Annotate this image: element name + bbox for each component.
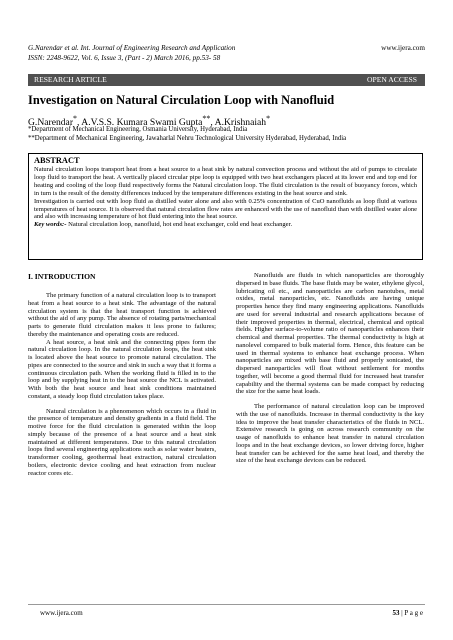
body-paragraph: The performance of natural circulation loop can be improved with the use of nanofluids. Increase in thermal conductivity is the key idea to improve the heat transfer characteristics of the fluids in NCL. Extensive research is going on across research community on the usage of nanofluids to enhance heat transfer in natural circulation loops and in the heat exchange devices, so lower driving force, higher heat transfer can be achieved for the same heat load, and thereby the size of the heat exchange devices can be reduced. <box>236 403 424 465</box>
author-mark: ** <box>202 114 211 123</box>
affiliation: **Department of Mechanical Engineering, Jawaharlal Nehru Technological University Hyderabad, Hyderabad, India <box>28 135 347 142</box>
open-access-label: OPEN ACCESS <box>366 75 417 84</box>
abstract-paragraph: Investigation is carried out with loop fluid as distilled water alone and also with 0.25% concentration of CuO nanofluids as loop fluid at various temperatures of heat source. It is observed that natural circulation flow rates are enhanced with the use of nanofluid than with distilled water alone and also with increasing temperature of hot fluid entering into the heat source. <box>34 197 417 221</box>
journal-citation: G.Narendar et al. Int. Journal of Engineering Research and Application <box>28 44 236 52</box>
page-suffix: | P a g e <box>399 609 423 617</box>
author-mark: * <box>266 114 271 123</box>
footer-website-link[interactable]: www.ijera.com <box>40 609 83 617</box>
author-name: A.Krishnaiah <box>214 117 267 129</box>
left-column <box>28 272 216 477</box>
keywords-label: Key words:- <box>34 221 67 229</box>
running-header <box>28 43 235 63</box>
abstract-heading: ABSTRACT <box>34 156 80 165</box>
page-number-value: 53 <box>392 609 400 617</box>
abstract-box <box>28 153 423 260</box>
paper-title: Investigation on Natural Circulation Loop with Nanofluid <box>28 93 335 107</box>
keywords-text: Natural circulation loop, nanofluid, hot end heat exchanger, cold end heat exchanger. <box>66 221 293 229</box>
author-separator: , <box>210 117 215 129</box>
right-column <box>236 272 424 465</box>
body-paragraph: A heat source, a heat sink and the connecting pipes form the natural circulation loop. In the natural circulation loops, the heat sink is located above the heat source to promote natural circulation. The pipes are connected to the source and sink in such a way that it forms a continuous circulation path. When the working fluid is filled in to the loop and by supplying heat in to the heat source the NCL is activated. With both the heat source and heat sink conditions maintained constant, a steady loop fluid circulation takes place. <box>28 338 216 400</box>
page-number <box>393 609 424 618</box>
footer-divider <box>28 604 425 605</box>
article-type-bar <box>28 74 425 86</box>
section-heading: I. INTRODUCTION <box>28 272 96 281</box>
author-name: G.Narendar <box>28 117 74 129</box>
body-paragraph: Natural circulation is a phenomenon which occurs in a fluid in the presence of temperature and density gradients in a fluid field. The motive force for the fluid circulation is generated within the loop simply because of the presence of a heat source and a heat sink maintained at different temperatures. Due to this natural circulation loops find several engineering applications such as solar water heaters, transformer cooling, geothermal heat extraction, natural circulation boilers, electronic device cooling and heat extraction from nuclear reactor cores etc. <box>28 407 216 477</box>
body-paragraph: The primary function of a natural circulation loop is to transport heat from a heat source to a heat sink. The advantage of the natural circulation system is that the heat transport function is achieved without the aid of any pump. The absence of rotating parts/mechanical parts to generate fluid circulation makes it less prone to failures; thereby the maintenance and operating costs are reduced. <box>28 292 216 338</box>
affiliation: *Department of Mechanical Engineering, Osmania University, Hyderabad, India <box>28 126 248 133</box>
keywords <box>34 221 417 229</box>
research-article-label: RESEARCH ARTICLE <box>34 75 107 84</box>
author-separator: , <box>77 117 82 129</box>
author-mark: * <box>73 114 78 123</box>
author-name: A.V.S.S. Kumara Swami Gupta <box>81 117 203 129</box>
abstract-paragraph: Natural circulation loops transport heat from a heat source to a heat sink by natural convection process and without the aid of pumps to circulate loop fluid to transport the heat. A vertically placed circular pipe loop is equipped with two heat exchangers placed at its lower end and top end for heating and cooling of the loop fluid respectively forms the Natural circulation loop. The fluid circulation is the result of buoyancy forces, which in turn is the result of the density differences induced by the temperature differences existing in the heat source and sink. <box>34 166 417 197</box>
header-website-link[interactable]: www.ijera.com <box>381 44 425 52</box>
issn-line: ISSN: 2248-9622, Vol. 6, Issue 3, (Part - 2) March 2016, pp.53- 58 <box>28 54 221 62</box>
body-paragraph: Nanofluids are fluids in which nanoparticles are thoroughly dispersed in base fluids. The base fluids may be water, ethylene glycol, lubricating oil etc., and nanoparticles are carbon nanotubes, metal oxides, metal nanoparticles, etc. Nanofluids are having unique properties hence they find many engineering applications. Nanofluids are used for several industrial and research applications because of their improved properties in thermal, electrical, chemical and optical fields. Higher surface-to-volume ratio of nanoparticles enhances their chemical and thermal properties. The thermal conductivity is high at nanolevel compared to bulk material form. Hence, this feature can be used in thermal systems to enhance heat exchange process. When nanoparticles are mixed with base fluid and properly sonicated, the dispersed nanoparticles will float without settlement for months together, will become a good thermal fluid for increased heat transfer capability and the thermal systems can be made compact by reducing the size for the same heat loads. <box>236 272 424 396</box>
